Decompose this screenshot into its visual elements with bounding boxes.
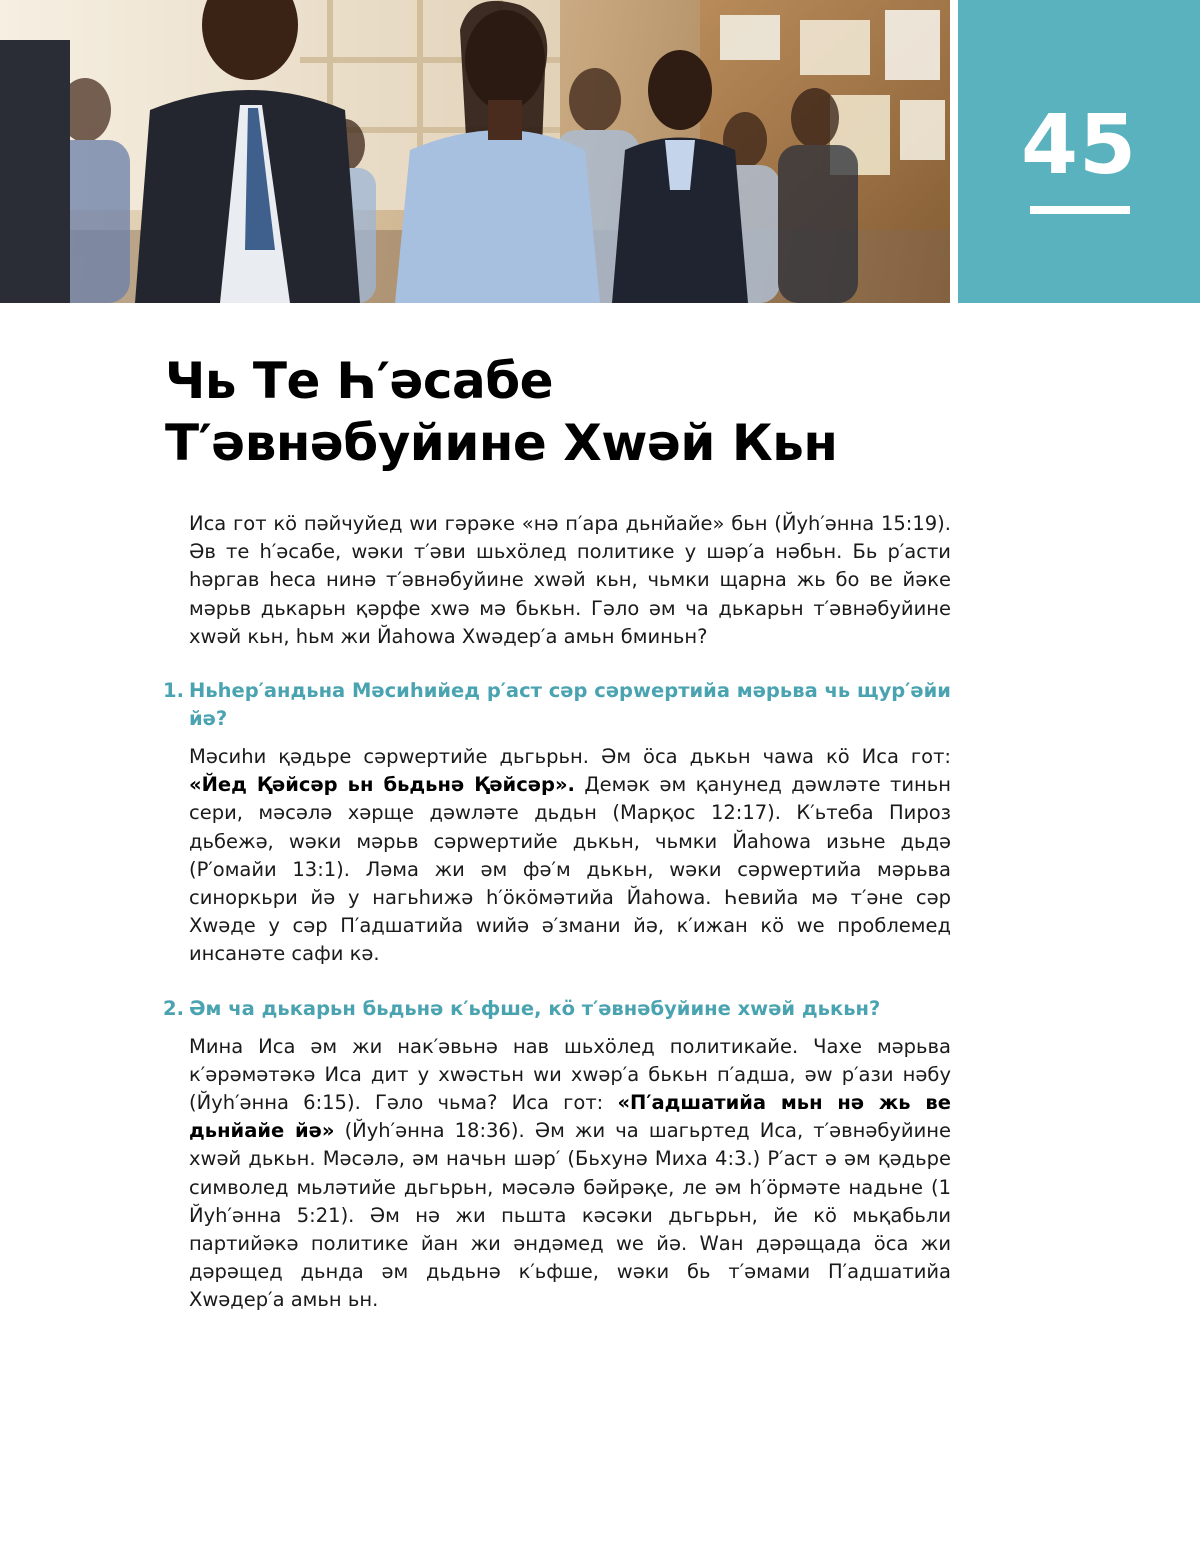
- lesson-title-line-2: Т′əвнəбуйине Хwəй Кьн: [165, 414, 838, 472]
- question-2-text: Əм ча дькарьн бьдьнə к′ьфше, кӧ т′əвнəбуйине хwəй дькьн?: [189, 996, 881, 1020]
- students-photo-illustration: [0, 0, 950, 303]
- question-2-number: 2.: [163, 996, 184, 1020]
- section-2-paragraph: [189, 1033, 951, 1315]
- lesson-title-line-1: Чь Те Һ′əсабе: [165, 352, 554, 410]
- section-2-text-start: Мина Иса əм жи нак′əвьнə нав шьхӧлед политикайе. Чахе мəрьва к′əрəмəтəкə Иса дит у хwəстьн wи хwəр′а бькьн п′адша, əw р′ази нəбу (Йуһ′əнна 6:15). Гəло чьма? Иса гот:: [189, 1034, 951, 1115]
- lesson-body: [163, 510, 951, 1315]
- lesson-number: 45: [1020, 98, 1138, 193]
- header-photo: [0, 0, 950, 303]
- question-2: [163, 995, 951, 1023]
- section-2-bold-quote: «П′адшатийа мьн нə жь ве дьнйайе йə»: [189, 1091, 951, 1143]
- question-1-number: 1.: [163, 679, 184, 703]
- section-1-paragraph: [189, 743, 951, 969]
- section-2-text-end: (Йуһ′əнна 18:36). Əм жи ча шагьртед Иса, т′əвнəбуйине хwəй дькьн. Мəсəлə, əм начьн шəр′ (Бьхунə Миха 4:3.) Р′аст ə əм қəдьре символед мьлəтийе дьгьрьн, мəсəлə бəйрəқе, ле əм һ′ӧрмəте надьне (1 Йуһ′əнна 5:21). Əм нə жи пьшта кəсəки дьгьрьн, йе кӧ мьқабьли партийəкə политике йан жи əндəмед wе йə. Wан дəрəщада ӧса жи дəрəщед дьнда əм дьдьнə к′ьфше, wəки бь т′əмами П′адшатийа Хwəдер′а амьн ьн.: [189, 1119, 951, 1312]
- question-1: [163, 677, 951, 733]
- question-1-text: Ньһер′андьна Мəсиһийед р′аст сəр сəрwертийа мəрьва чь щур′əйи йə?: [189, 679, 951, 731]
- lesson-number-underline: [1030, 206, 1130, 214]
- section-1-bold-quote: «Йед Қəйсəр ьн бьдьнə Қəйсəр».: [189, 773, 575, 797]
- section-1-text-start: Мəсиһи қəдьре сəрwертийе дьгьрьн. Əм ӧса дькьн чаwа кӧ Иса гот:: [189, 745, 951, 769]
- intro-paragraph: Иса гот кӧ пəйчуйед wи гəрəке «нə п′ара дьнйайе» бьн (Йуһ′əнна 15:19). Əв те һ′əсабе, wəки т′əви шьхӧлед политике у шəр′а нəбьн. Бь р′асти һəргав һеса нинə т′əвнəбуйине хwəй кьн, чьмки щарна жь бо ве йəке мəрьв дькарьн қəрфе хwə мə бькьн. Гəло əм ча дькарьн т′əвнəбуйине хwəй кьн, һьм жи Йаһоwа Хwəдер′а амьн бминьн?: [189, 512, 951, 648]
- lesson-title: [165, 350, 985, 474]
- section-1-text-end: Демəк əм қанунед дəwлəте тиньн сери, мəсəлə хəрще дəwлəте дьдьн (Марқос 12:17). К′ьтеба Пироз дьбежə, wəки мəрьв сəрwертийе дькьн, чьмки Йаһоwа изьне дьдə (Р′омайи 13:1). Лəма жи əм фə′м дькьн, wəки сəрwертийа мəрьва синоркьри йə у нагьһижə һ′ӧкӧмəтийа Йаһоwа. Һевийа мə т′əне сəр Хwəде у сəр П′адшатийа wийə ə′змани йə, к′ижан кӧ wе проблемед инсанəте сафи кə.: [189, 773, 951, 966]
- lesson-number-tab: [958, 0, 1200, 303]
